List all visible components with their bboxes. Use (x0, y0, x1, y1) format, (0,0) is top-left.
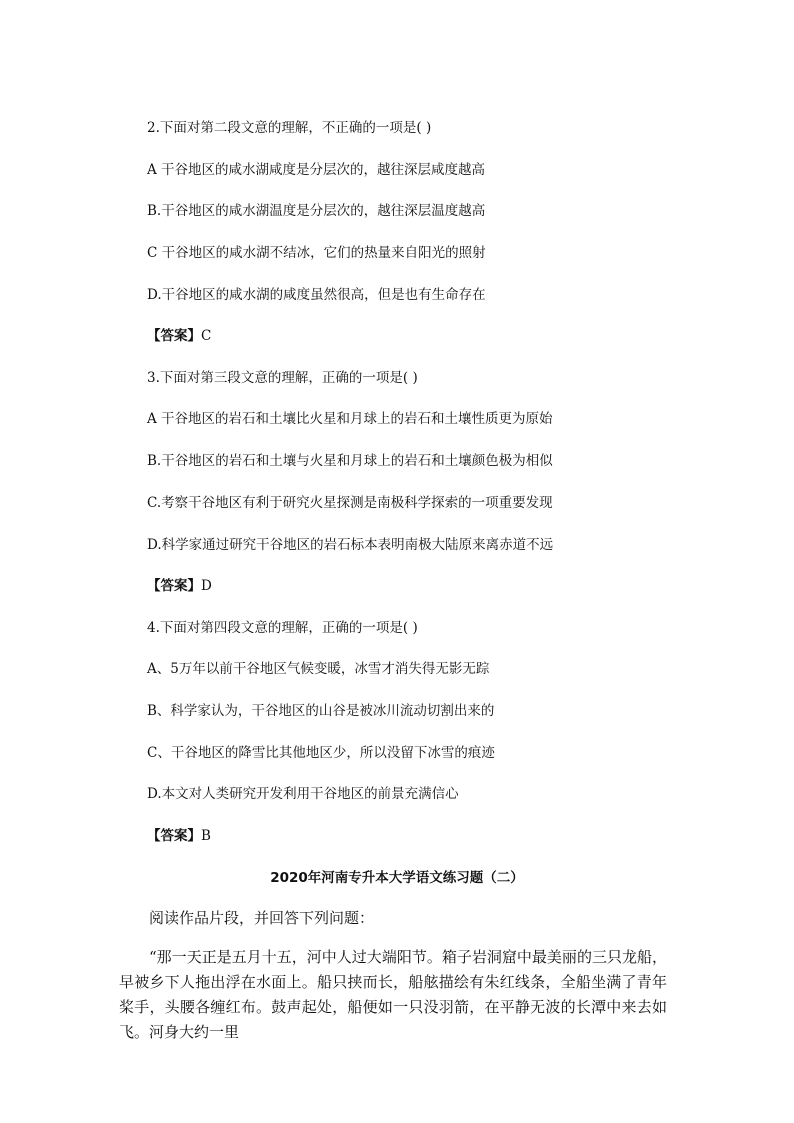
question-2-option-a: A 干谷地区的咸水湖咸度是分层次的，越往深层咸度越高 (147, 162, 486, 178)
question-4-answer (147, 827, 211, 845)
question-2-option-d: D.干谷地区的咸水湖的咸度虽然很高，但是也有生命存在 (147, 287, 486, 303)
question-3-answer (147, 577, 212, 595)
reading-passage: “那一天正是五月十五，河中人过大端阳节。箱子岩洞窟中最美丽的三只龙船，早被乡下人拖出浮在水面上。船只挟而长，船舷描绘有朱红线条，全船坐满了青年桨手，头腰各缠红布。鼓声起处，船便如一只没羽箭，在平静无波的长潭中来去如飞。河身大约一里 (119, 948, 667, 1041)
question-3-option-b: B.干谷地区的岩石和土壤与火星和月球上的岩石和土壤颜色极为相似 (147, 453, 553, 469)
reading-instruction: 阅读作品片段，并回答下列问题： (149, 909, 375, 927)
question-4-option-a: A、5万年以前干谷地区气候变暖，冰雪才消失得无影无踪 (147, 661, 490, 677)
answer-value: C (201, 328, 212, 344)
answer-value: D (201, 578, 212, 594)
question-3-stem: 3.下面对第三段文意的理解，正确的一项是( ) (147, 370, 418, 386)
question-3-option-a: A 干谷地区的岩石和土壤比火星和月球上的岩石和土壤性质更为原始 (147, 411, 553, 427)
answer-tag: 【答案】 (147, 828, 201, 844)
question-2-option-c: C 干谷地区的咸水湖不结冰，它们的热量来自阳光的照射 (147, 245, 486, 261)
question-2-stem: 2.下面对第二段文意的理解，不正确的一项是( ) (147, 120, 432, 136)
question-4-stem: 4.下面对第四段文意的理解，正确的一项是( ) (147, 620, 418, 636)
section-title: 2020年河南专升本大学语文练习题（二） (270, 870, 524, 886)
answer-tag: 【答案】 (147, 328, 201, 344)
question-4-option-d: D.本文对人类研究开发利用干谷地区的前景充满信心 (147, 786, 459, 802)
question-4-option-b: B、科学家认为，干谷地区的山谷是被冰川流动切割出来的 (147, 703, 495, 719)
question-2-answer (147, 327, 211, 345)
question-2-option-b: B.干谷地区的咸水湖温度是分层次的，越往深层温度越高 (147, 203, 486, 219)
question-3-option-d: D.科学家通过研究干谷地区的岩石标本表明南极大陆原来离赤道不远 (147, 537, 554, 553)
question-3-option-c: C.考察干谷地区有利于研究火星探测是南极科学探索的一项重要发现 (147, 495, 553, 511)
answer-value: B (201, 828, 211, 844)
question-4-option-c: C、干谷地区的降雪比其他地区少，所以没留下冰雪的痕迹 (147, 745, 495, 761)
answer-tag: 【答案】 (147, 578, 201, 594)
